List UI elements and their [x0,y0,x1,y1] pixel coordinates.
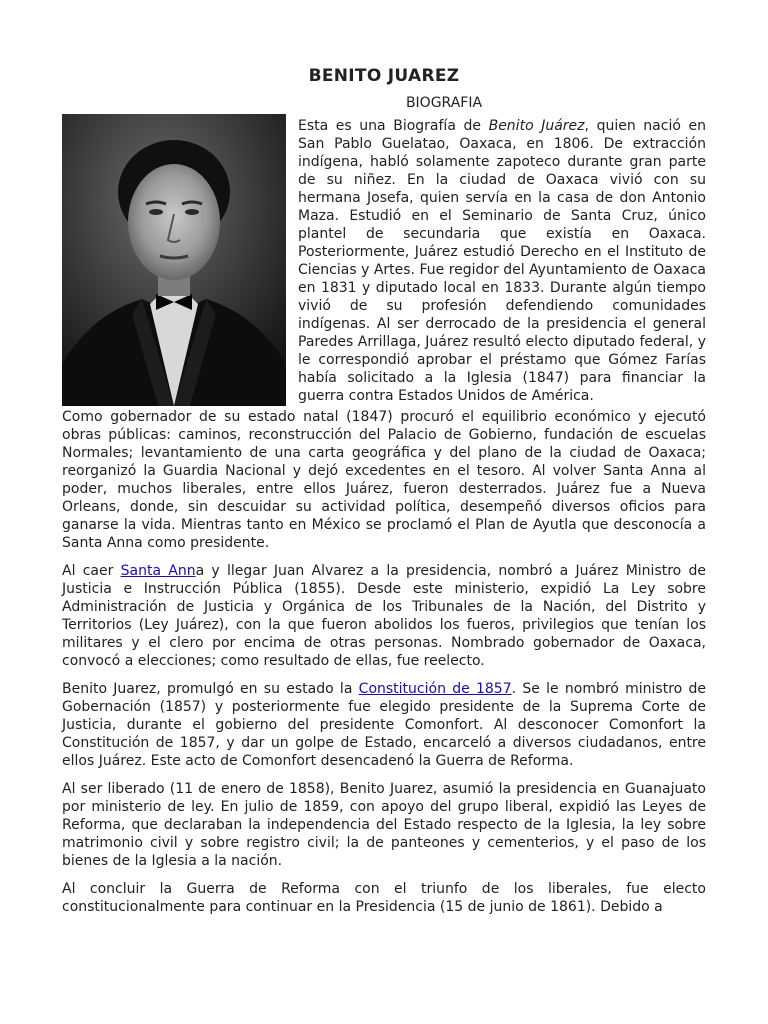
page-subtitle: BIOGRAFIA [405,95,483,111]
portrait-image [62,114,286,406]
paragraph-4 [62,680,706,770]
page-title: BENITO JUAREZ [308,66,460,86]
portrait-photo [62,114,286,406]
paragraph-5: Al ser liberado (11 de enero de 1858), Benito Juarez, asumió la presidencia en Guanajuato por ministerio de ley. En julio de 1859, con apoyo del grupo liberal, expidió las Leyes de Reforma, que declaraban la independencia del Estado respecto de la Iglesia, la ley sobre matrimonio civil y sobre registro civil; la de panteones y cementerios, y el paso de los bienes de la Iglesia a la nación. [62,781,706,869]
paragraph-3-rest: a y llegar Juan Alvarez a la presidencia, nombró a Juárez Ministro de Justicia e Instrucción Pública (1855). Desde este ministerio, expidió La Ley sobre Administración de Justicia y Orgánica de los Tribunales de la Nación, del Distrito y Territorios (Ley Juárez), con la que fueron abolidos los fueros, privilegios que tenían los militares y el clero por encima de otras personas. Nombrado gobernador de Oaxaca, convocó a elecciones; como resultado de ellas, fue reelecto. [62,563,706,669]
paragraph-4-start: Benito Juarez, promulgó en su estado la [62,681,359,697]
paragraph-6: Al concluir la Guerra de Reforma con el triunfo de los liberales, fue electo constitucionalmente para continuar en la Presidencia (15 de junio de 1861). Debido a [62,881,706,915]
paragraph-1-rest: , quien nació en San Pablo Guelatao, Oaxaca, en 1806. De extracción indígena, habló solamente zapoteco durante gran parte de su niñez. En la ciudad de Oaxaca vivió con su hermana Josefa, quien servía en la casa de don Antonio Maza. Estudió en el Seminario de Santa Cruz, único plantel de secundaria que existía en Oaxaca. Posteriormente, Juárez estudió Derecho en el Instituto de Ciencias y Artes. Fue regidor del Ayuntamiento de Oaxaca en 1831 y diputado local en 1833. Durante algún tiempo vivió de su profesión defendiendo comunidades indígenas. Al ser derrocado de la presidencia el general Paredes Arrillaga, Juárez resultó electo diputado federal, y le correspondió aprobar el préstamo que Gómez Farías había solicitado a la Iglesia (1847) para financiar la guerra contra Estados Unidos de América. [298,118,706,404]
paragraph-2: Como gobernador de su estado natal (1847) procuró el equilibrio económico y ejecutó obras públicas: caminos, reconstrucción del Palacio de Gobierno, fundación de escuelas Normales; levantamiento de una carta geográfica y del plano de la ciudad de Oaxaca; reorganizó la Guardia Nacional y dejó excedentes en el tesoro. Al volver Santa Anna al poder, muchos liberales, entre ellos Juárez, fueron desterrados. Juárez fue a Nueva Orleans, donde, sin descuidar su actividad política, desempeñó diversos oficios para ganarse la vida. Mientras tanto en México se proclamó el Plan de Ayutla que desconocía a Santa Anna como presidente. [62,409,706,551]
subject-name: Benito Juárez [488,118,585,134]
paragraph-3-start: Al caer [62,563,121,579]
paragraph-4-rest: . Se le nombró ministro de Gobernación (1857) y posteriormente fue elegido presidente de la Suprema Corte de Justicia, durante el gobierno del presidente Comonfort. Al desconocer Comonfort la Constitución de 1857, y dar un golpe de Estado, encarceló a diversos ciudadanos, entre ellos Juárez. Este acto de Comonfort desencadenó la Guerra de Reforma. [62,681,706,769]
constitucion-1857-link[interactable]: Constitución de 1857 [358,681,512,697]
santa-anna-link[interactable]: Santa Ann [120,563,196,579]
paragraph-3 [62,562,706,670]
paragraph-1-start: Esta es una Biografía de [298,118,489,134]
